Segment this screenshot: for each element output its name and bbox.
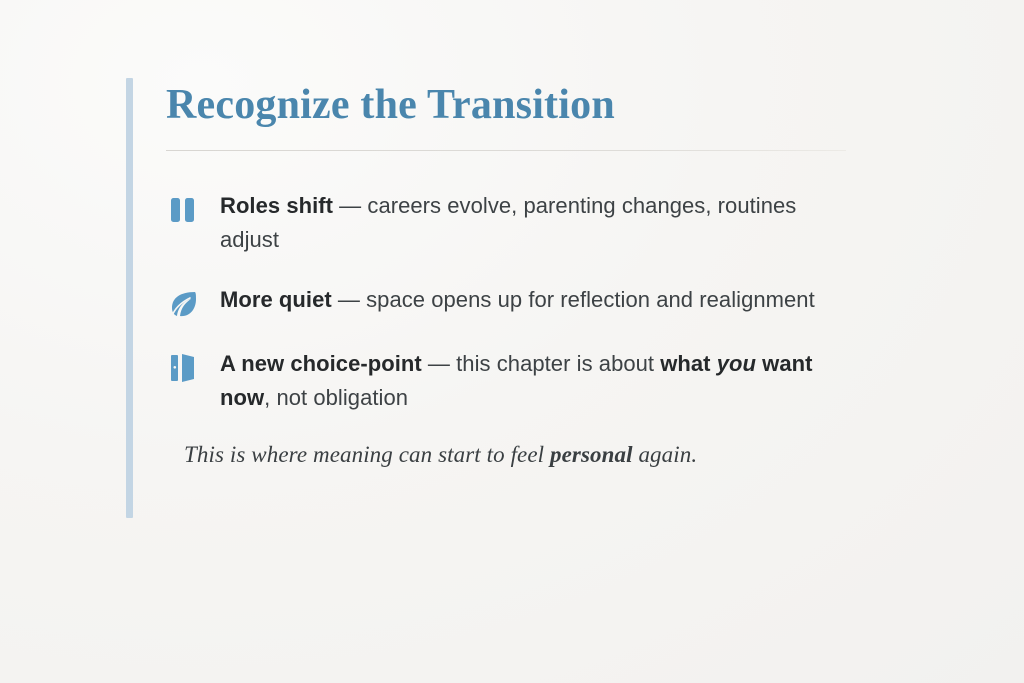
closing-line bbox=[184, 442, 866, 468]
bullet-list bbox=[166, 189, 866, 415]
list-item-rest: careers evolve, parenting changes, routines adjust bbox=[220, 193, 797, 253]
leaf-icon bbox=[166, 283, 220, 321]
list-item bbox=[166, 189, 866, 257]
list-item-emphasis: what bbox=[660, 351, 717, 377]
list-item-rest-b: , not obligation bbox=[264, 385, 409, 411]
accent-bar bbox=[126, 78, 133, 518]
list-item-lead: Roles shift bbox=[220, 193, 334, 219]
list-item-text bbox=[220, 189, 860, 257]
list-item bbox=[166, 347, 866, 415]
closing-strong: personal bbox=[550, 441, 633, 467]
list-item-rest: space opens up for reflection and realignment bbox=[366, 287, 815, 313]
list-item-dash: — bbox=[331, 287, 367, 313]
list-item-rest-a: this chapter is about bbox=[456, 351, 661, 377]
list-item-lead: A new choice-point bbox=[220, 351, 422, 377]
title-divider bbox=[166, 150, 846, 151]
slide-inner bbox=[166, 78, 866, 468]
pause-bars-icon bbox=[166, 189, 220, 227]
list-item-emphasis-you: you bbox=[716, 351, 756, 377]
list-item-dash: — bbox=[333, 193, 368, 219]
list-item-text bbox=[220, 283, 860, 317]
list-item-lead: More quiet bbox=[220, 287, 332, 313]
closing-before: This is where meaning can start to feel bbox=[184, 441, 551, 467]
list-item-dash: — bbox=[421, 351, 457, 377]
slide-content bbox=[126, 78, 866, 468]
page-title: Recognize the Transition bbox=[166, 82, 615, 128]
open-door-icon bbox=[166, 347, 220, 385]
list-item-emphasis-2: want now bbox=[220, 351, 813, 411]
list-item bbox=[166, 283, 866, 321]
list-item-text bbox=[220, 347, 860, 415]
closing-after: again. bbox=[632, 441, 698, 467]
